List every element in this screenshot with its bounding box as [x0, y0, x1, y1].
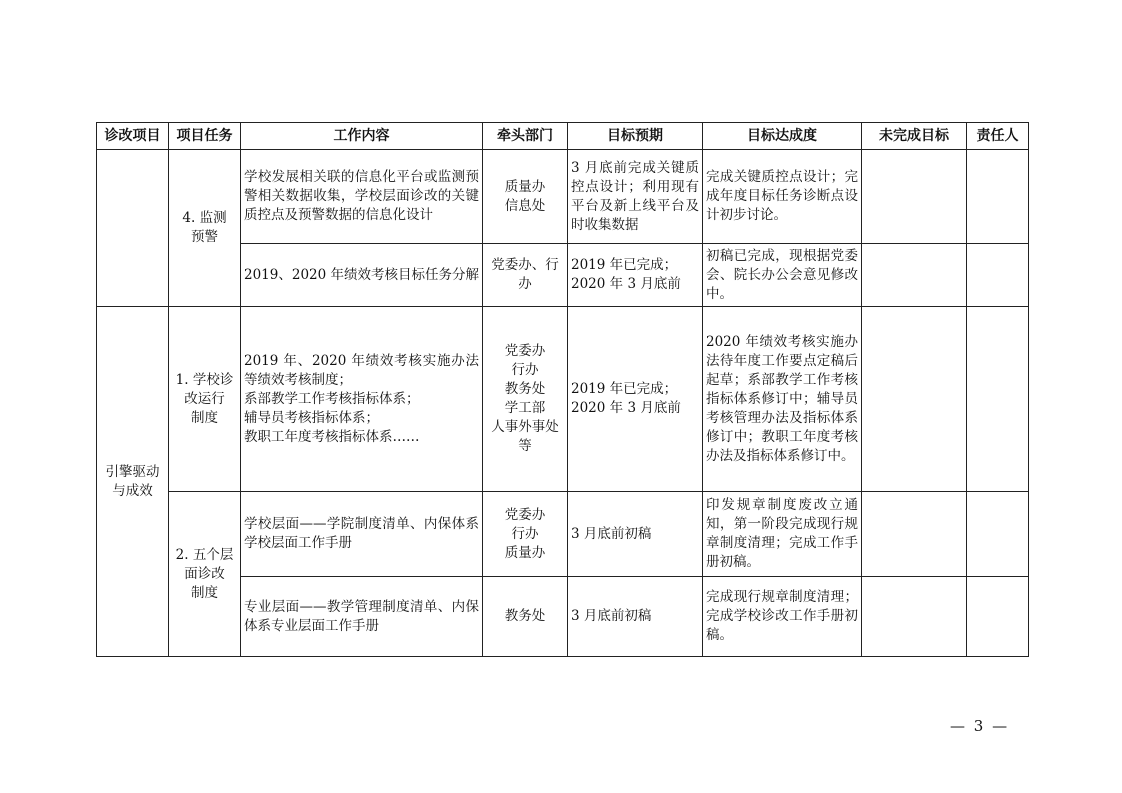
cell-project — [97, 150, 169, 307]
header-achieved: 目标达成度 — [703, 123, 862, 150]
cell-expect: 2019 年已完成； 2020 年 3 月底前 — [568, 307, 703, 492]
cell-unfinished — [862, 307, 967, 492]
cell-expect: 3 月底前初稿 — [568, 577, 703, 657]
header-owner: 责任人 — [967, 123, 1029, 150]
cell-task: 2. 五个层 面诊改 制度 — [169, 492, 241, 657]
table-row — [97, 307, 1029, 492]
cell-unfinished — [862, 492, 967, 577]
cell-expect: 3 月底前完成关键质控点设计；利用现有平台及新上线平台及时收集数据 — [568, 150, 703, 244]
header-content: 工作内容 — [241, 123, 483, 150]
page-number: — 3 — — [950, 717, 1010, 735]
cell-owner — [967, 307, 1029, 492]
cell-content: 学校层面——学院制度清单、内保体系学校层面工作手册 — [241, 492, 483, 577]
header-project: 诊改项目 — [97, 123, 169, 150]
cell-achieved: 完成现行规章制度清理；完成学校诊改工作手册初稿。 — [703, 577, 862, 657]
cell-content: 2019、2020 年绩效考核目标任务分解 — [241, 244, 483, 307]
work-plan-table — [96, 122, 1029, 657]
cell-dept: 党委办、行 办 — [483, 244, 568, 307]
cell-task: 1. 学校诊 改运行 制度 — [169, 307, 241, 492]
cell-content: 学校发展相关联的信息化平台或监测预警相关数据收集，学校层面诊改的关键质控点及预警数据的信息化设计 — [241, 150, 483, 244]
cell-dept: 党委办 行办 质量办 — [483, 492, 568, 577]
cell-unfinished — [862, 244, 967, 307]
header-dept: 牵头部门 — [483, 123, 568, 150]
cell-achieved: 印发规章制度废改立通知，第一阶段完成现行规章制度清理；完成工作手册初稿。 — [703, 492, 862, 577]
cell-expect: 3 月底前初稿 — [568, 492, 703, 577]
cell-achieved: 初稿已完成，现根据党委会、院长办公会意见修改中。 — [703, 244, 862, 307]
cell-project: 引擎驱动 与成效 — [97, 307, 169, 657]
header-task: 项目任务 — [169, 123, 241, 150]
cell-owner — [967, 577, 1029, 657]
cell-owner — [967, 492, 1029, 577]
header-unfinished: 未完成目标 — [862, 123, 967, 150]
table-row — [97, 492, 1029, 577]
header-expect: 目标预期 — [568, 123, 703, 150]
cell-owner — [967, 150, 1029, 244]
cell-expect: 2019 年已完成； 2020 年 3 月底前 — [568, 244, 703, 307]
cell-achieved: 完成关键质控点设计；完成年度目标任务诊断点设计初步讨论。 — [703, 150, 862, 244]
cell-unfinished — [862, 577, 967, 657]
cell-content: 专业层面——教学管理制度清单、内保体系专业层面工作手册 — [241, 577, 483, 657]
cell-task: 4. 监测 预警 — [169, 150, 241, 307]
table-row — [97, 150, 1029, 244]
cell-dept: 党委办 行办 教务处 学工部 人事外事处 等 — [483, 307, 568, 492]
cell-owner — [967, 244, 1029, 307]
cell-dept: 教务处 — [483, 577, 568, 657]
header-row — [97, 123, 1029, 150]
cell-dept: 质量办 信息处 — [483, 150, 568, 244]
cell-content: 2019 年、2020 年绩效考核实施办法等绩效考核制度； 系部教学工作考核指标体系； 辅导员考核指标体系； 教职工年度考核指标体系…… — [241, 307, 483, 492]
cell-unfinished — [862, 150, 967, 244]
cell-achieved: 2020 年绩效考核实施办法待年度工作要点定稿后起草；系部教学工作考核指标体系修订中；辅导员考核管理办法及指标体系修订中；教职工年度考核办法及指标体系修订中。 — [703, 307, 862, 492]
